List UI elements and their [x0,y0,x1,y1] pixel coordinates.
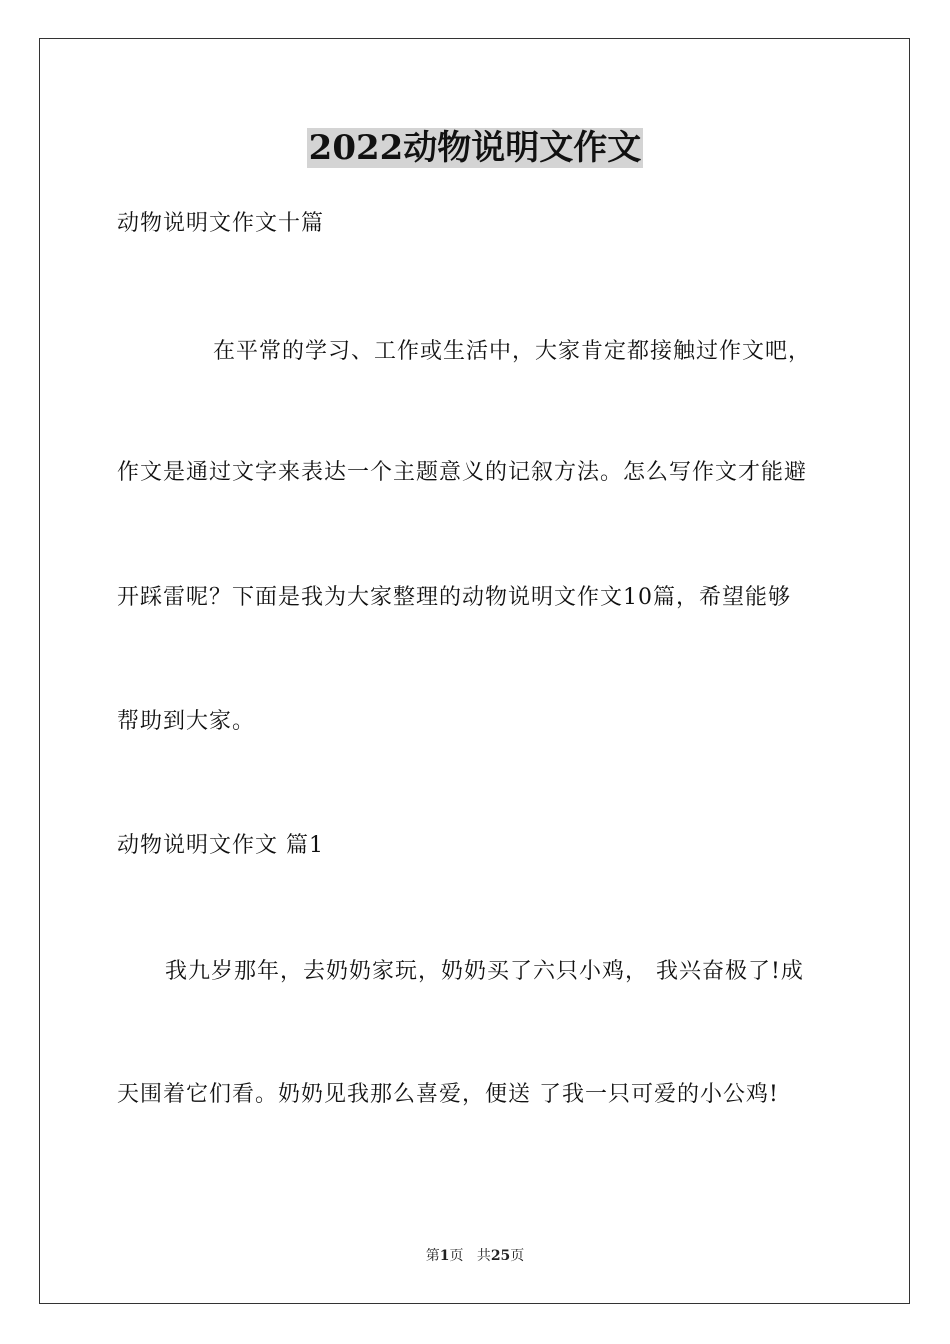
footer-total-suffix: 页 [510,1248,525,1264]
intro-line-2: 作文是通过文字来表达一个主题意义的记叙方法。怎么写作文才能避 [117,460,808,485]
footer-total-pages: 25 [490,1248,511,1264]
section-line-1: 我九岁那年，去奶奶家玩，奶奶买了六只小鸡， 我兴奋极了!成 [165,959,804,984]
footer-page-number: 1 [439,1248,450,1264]
intro-line-4: 帮助到大家。 [117,709,256,734]
intro-line-3: 开踩雷呢？下面是我为大家整理的动物说明文作文10篇，希望能够 [117,585,791,610]
document-subtitle: 动物说明文作文十篇 [117,211,325,236]
section-heading: 动物说明文作文 篇1 [117,833,324,858]
footer-total-prefix: 共 [476,1248,491,1264]
section-line-2: 天围着它们看。奶奶见我那么喜爱，便送 了我一只可爱的小公鸡! [117,1082,779,1107]
footer-page-suffix: 页 [449,1248,464,1264]
document-title-text: 2022动物说明文作文 [308,128,642,168]
page-footer [0,1246,950,1266]
intro-line-1: 在平常的学习、工作或生活中，大家肯定都接触过作文吧， [213,339,812,364]
document-title [0,124,950,172]
footer-page-prefix: 第 [425,1248,440,1264]
